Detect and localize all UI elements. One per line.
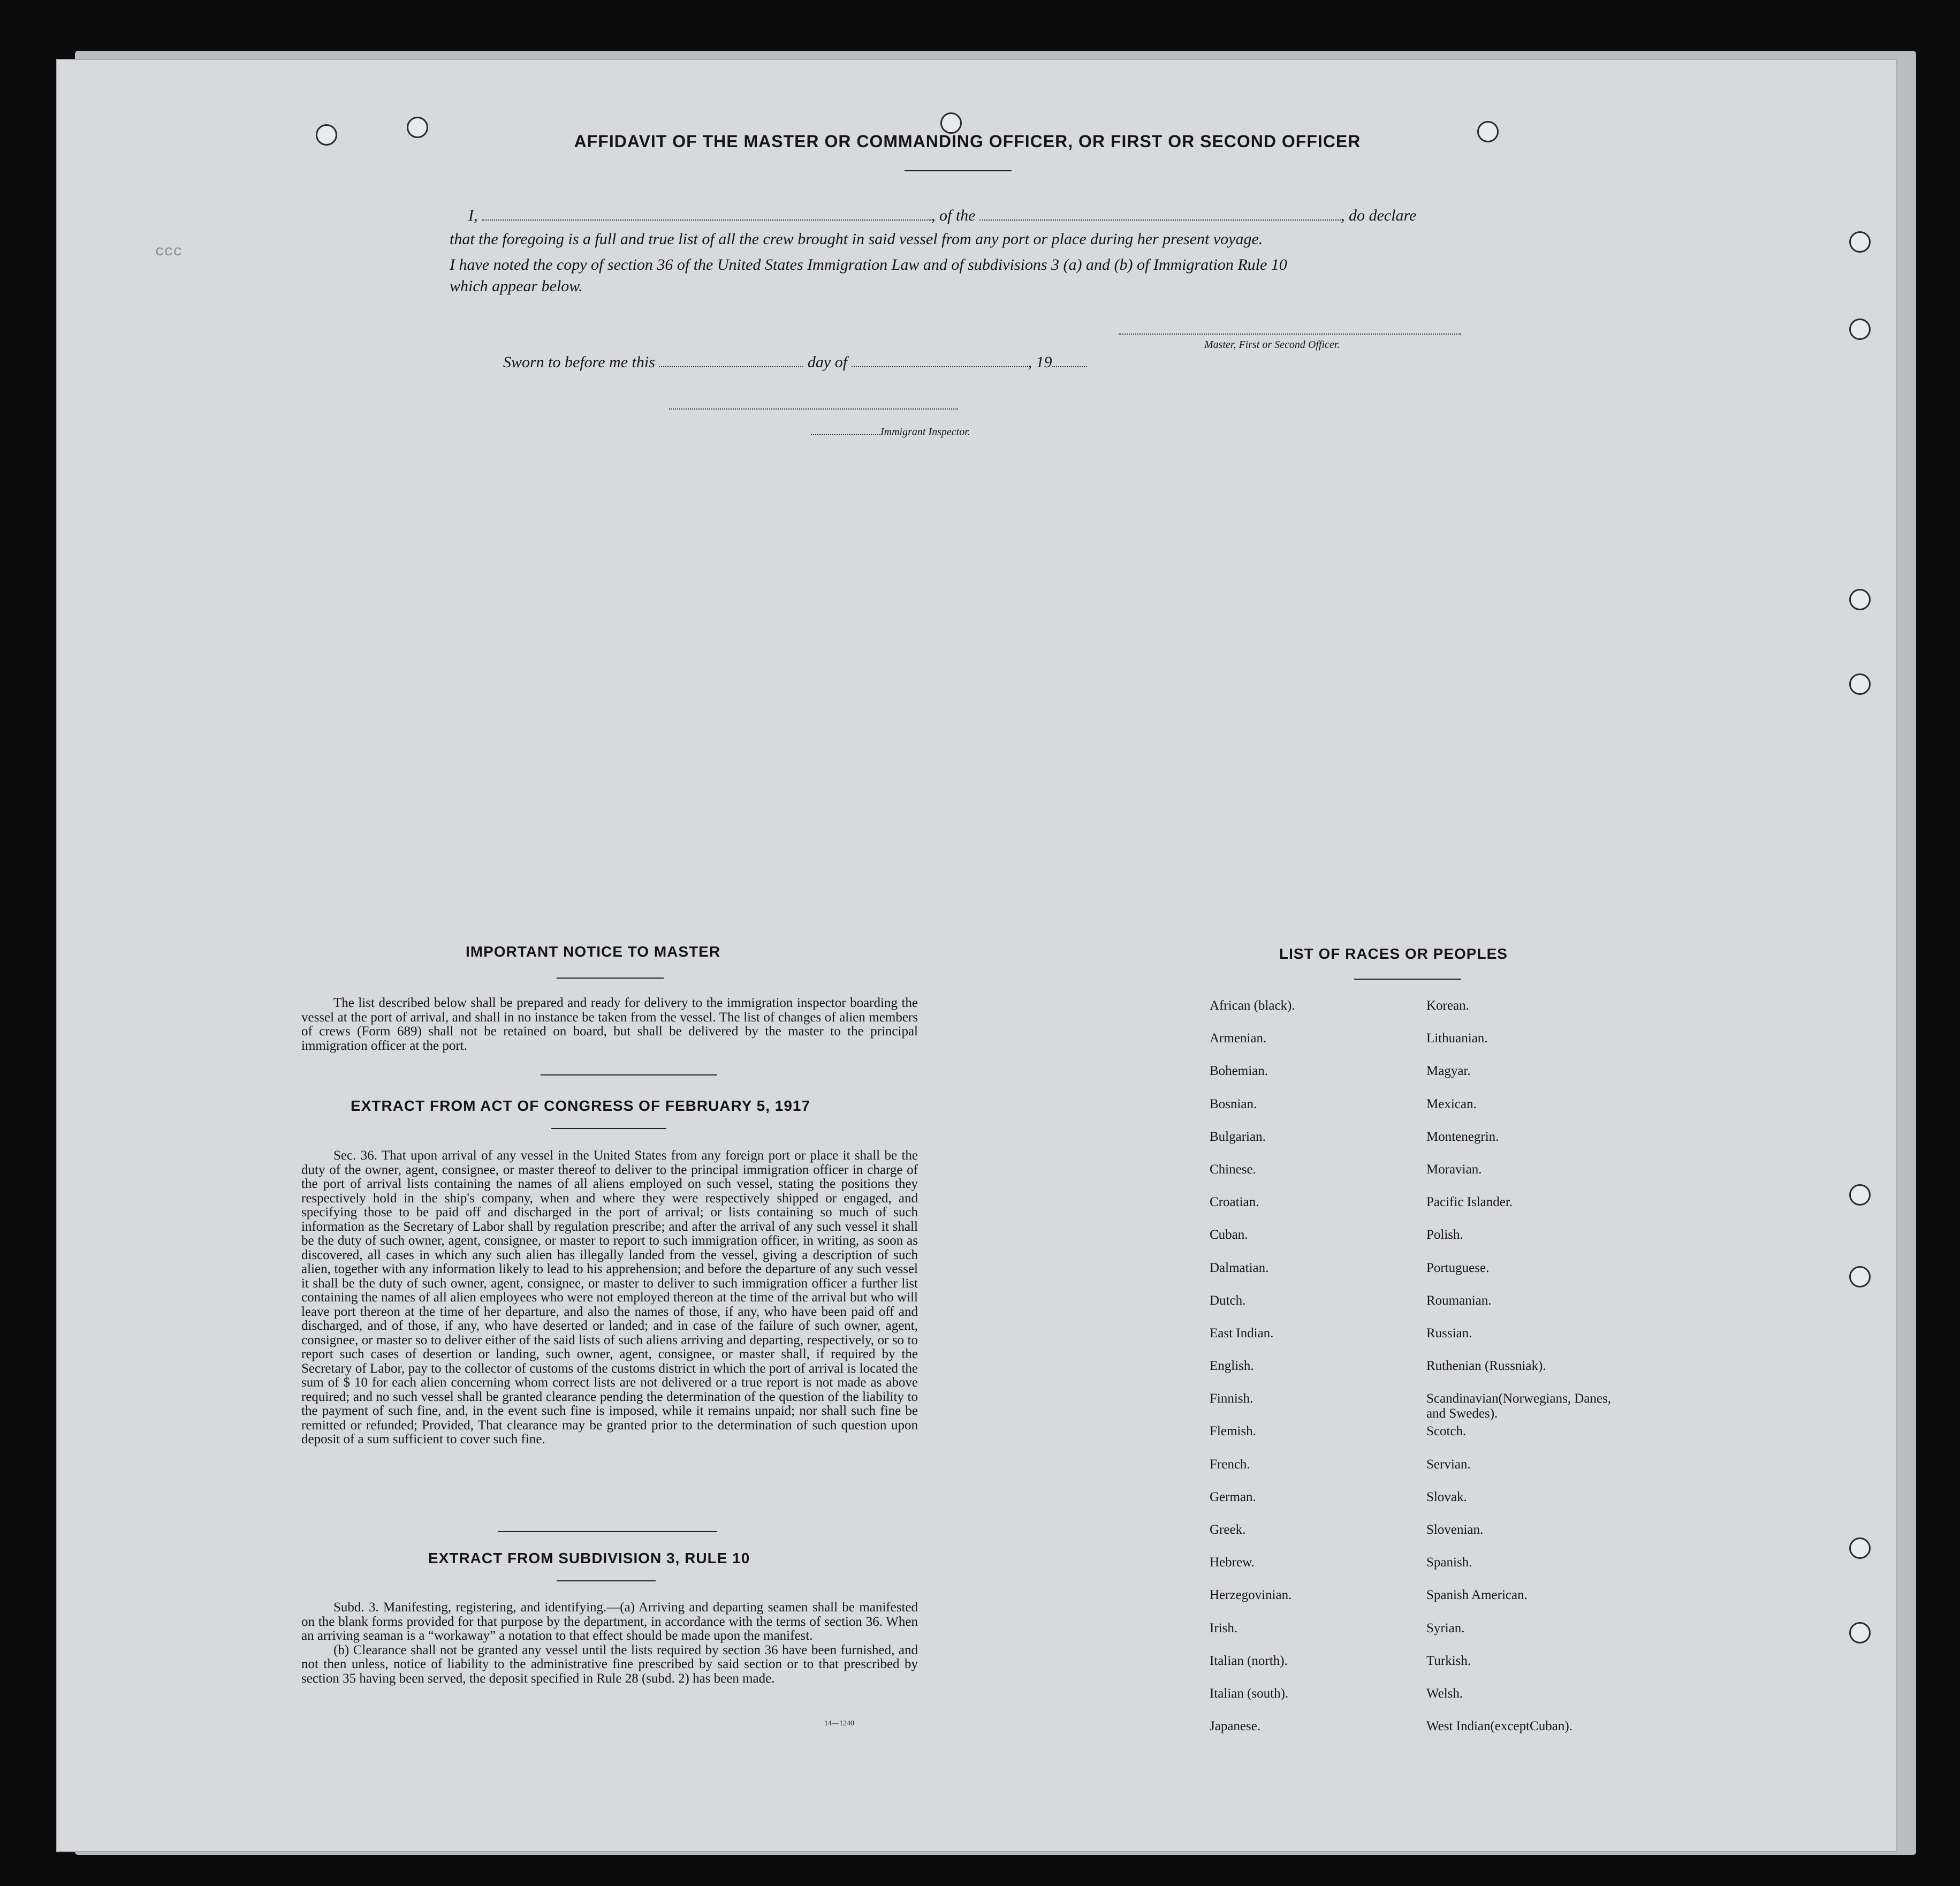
race-item: Korean. (1426, 998, 1469, 1013)
race-item: Bulgarian. (1210, 1129, 1266, 1144)
race-item: Armenian. (1210, 1031, 1267, 1046)
binder-hole (1849, 231, 1871, 253)
race-item: Flemish. (1210, 1424, 1256, 1439)
sworn-year-prefix: , 19 (1028, 353, 1052, 371)
races-rule (1354, 979, 1461, 980)
race-item: Irish. (1210, 1620, 1238, 1635)
rule-paragraph-b: (b) Clearance shall not be granted any vessel until the lists required by section 36 have been furnished, and not then unless, notice of liability to the administrative fine prescribed by said section or to that prescribed by section 35 having been served, the deposit specified in Rule 28 (subd. 2) has been made. (301, 1642, 918, 1686)
race-item: Moravian. (1426, 1162, 1482, 1177)
race-item: Montenegrin. (1426, 1129, 1499, 1144)
binder-hole (1849, 1622, 1871, 1643)
binder-hole (1849, 589, 1871, 610)
sworn-line (503, 353, 1087, 372)
race-item: Magyar. (1426, 1064, 1471, 1079)
race-item: Scotch. (1426, 1424, 1467, 1439)
race-item: English. (1210, 1359, 1254, 1374)
of-the-label: , of the (931, 207, 976, 224)
notice-text (301, 996, 918, 1053)
act-heading: EXTRACT FROM ACT OF CONGRESS OF FEBRUARY 5, 1917 (351, 1097, 811, 1114)
race-item: Cuban. (1210, 1228, 1248, 1243)
inspector-signature-line[interactable] (669, 408, 958, 410)
affidavit-line-4: which appear below. (450, 277, 583, 295)
race-item: Servian. (1426, 1457, 1471, 1472)
form-number: 14—1240 (824, 1720, 854, 1728)
inspector-dots (811, 427, 880, 435)
race-item: Dalmatian. (1210, 1260, 1269, 1275)
race-item: Portuguese. (1426, 1260, 1490, 1275)
rule-text (301, 1601, 918, 1686)
race-item: Spanish American. (1426, 1588, 1528, 1603)
race-item: French. (1210, 1457, 1250, 1472)
sworn-day-field[interactable] (659, 353, 803, 367)
race-item: African (black). (1210, 998, 1295, 1013)
race-item: Greek. (1210, 1523, 1246, 1537)
inspector-caption-line (811, 426, 970, 438)
race-item: Russian. (1426, 1325, 1472, 1340)
race-item: Roumanian. (1426, 1293, 1492, 1308)
sworn-month-field[interactable] (852, 353, 1028, 367)
race-item: Chinese. (1210, 1162, 1256, 1177)
master-caption: Master, First or Second Officer. (1204, 339, 1340, 351)
race-item: Spanish. (1426, 1555, 1472, 1570)
affidavit-title: AFFIDAVIT OF THE MASTER OR COMMANDING OFFICER, OR FIRST OR SECOND OFFICER (574, 132, 1361, 151)
race-item: Finnish. (1210, 1391, 1254, 1406)
race-item: Herzegovinian. (1210, 1588, 1292, 1603)
races-right-column (1426, 998, 1640, 1752)
race-item: Italian (north). (1210, 1653, 1288, 1668)
binder-hole (1849, 1537, 1871, 1559)
binder-hole (1849, 673, 1871, 695)
race-item: Ruthenian (Russniak). (1426, 1359, 1546, 1374)
races-list (1207, 998, 1646, 1732)
notice-separator (541, 1074, 717, 1075)
race-item: Scandinavian(Norwegians, Danes, and Swedes). (1426, 1391, 1612, 1421)
bleed-through-mark: ccc (155, 244, 183, 260)
race-item: Slovenian. (1426, 1523, 1484, 1537)
race-item: Pacific Islander. (1426, 1195, 1513, 1210)
race-item: Polish. (1426, 1228, 1463, 1243)
binder-hole (1849, 1184, 1871, 1206)
sworn-prefix: Sworn to before me this (503, 353, 655, 371)
race-item: Syrian. (1426, 1620, 1465, 1635)
master-signature-line[interactable] (1119, 334, 1461, 335)
sworn-year-field[interactable] (1052, 353, 1087, 367)
act-text (301, 1149, 918, 1447)
title-rule (905, 170, 1012, 171)
affidavit-line-1 (468, 207, 1416, 225)
act-rule (551, 1128, 666, 1129)
declarant-prefix: I, (468, 207, 478, 224)
race-item: German. (1210, 1489, 1256, 1504)
act-paragraph: Sec. 36. That upon arrival of any vessel in the United States from any foreign port or place it shall be the duty of the owner, agent, consignee, or master thereof to deliver to the principal immigration officer in charge of the port of arrival lists containing the names of all aliens employed on such vessel, stating the positions they respectively hold in the ship's company, when and where they were respectively shipped or engaged, and specifying those to be paid off and discharged in the port of arrival; or lists containing so much of such information as the Secretary of Labor shall by regulation prescribe; and after the arrival of any such vessel it shall be the duty of such owner, agent, consignee, or master to report to such immigration officer, in writing, as soon as discovered, all cases in which any such alien has illegally landed from the vessel, giving a description of such alien, together with any information likely to lead to his apprehension; and before the departure of any such vessel it shall be the duty of such owner, agent, consignee, or master to deliver to such immigration officer a further list containing the names of all alien employees who were not employed thereon at the time of the arrival but who will leave port thereon at the time of her departure, and also the names of those, if any, who have been paid off and discharged, and of those, if any, who have deserted or landed; and in case of the failure of such owner, agent, consignee, or master so to deliver either of the said lists of such aliens arriving and departing, respectively, or so to report such cases of desertion or landing, such owner, agent, consignee, or master shall, if required by the Secretary of Labor, pay to the collector of customs of the customs district in which the port of arrival is located the sum of $ 10 for each alien concerning whom correct lists are not delivered or a true report is not made as above required; and no such vessel shall be granted clearance pending the determination of the question of the liability to the payment of such fine, and, in the event such fine is imposed, while it remains unpaid; nor shall such fine be remitted or refunded; Provided, That clearance may be granted prior to the determination of such question upon deposit of a sum sufficient to cover such fine. (301, 1148, 918, 1446)
race-item: Slovak. (1426, 1489, 1467, 1504)
notice-rule (557, 978, 664, 979)
sworn-day-of: day of (807, 353, 848, 371)
rule-rule (557, 1580, 656, 1581)
races-left-column (1210, 998, 1424, 1752)
binder-hole (1849, 319, 1871, 340)
race-item: West Indian(exceptCuban). (1426, 1719, 1572, 1734)
act-separator (498, 1531, 717, 1532)
race-item: Lithuanian. (1426, 1031, 1488, 1046)
binder-hole (1849, 1266, 1871, 1287)
races-heading: LIST OF RACES OR PEOPLES (1279, 945, 1508, 962)
notice-heading: IMPORTANT NOTICE TO MASTER (466, 943, 721, 960)
race-item: Bohemian. (1210, 1064, 1268, 1079)
race-item: Bosnian. (1210, 1096, 1257, 1111)
race-item: Welsh. (1426, 1686, 1463, 1701)
affidavit-line-2: that the foregoing is a full and true list of all the crew brought in said vessel from any port or place during her present voyage. (450, 230, 1263, 248)
affidavit-line-3: I have noted the copy of section 36 of the United States Immigration Law and of subdivisions 3 (a) and (b) of Immigration Rule 10 (450, 256, 1287, 274)
race-item: Mexican. (1426, 1096, 1477, 1111)
race-item: Italian (south). (1210, 1686, 1289, 1701)
race-item: Hebrew. (1210, 1555, 1255, 1570)
race-item: Turkish. (1426, 1653, 1471, 1668)
rule-paragraph-a: Subd. 3. Manifesting, registering, and identifying.—(a) Arriving and departing seamen shall be manifested on the blank forms provided for that purpose by the department, in accordance with the terms of section 36. When an arriving seaman is a “workaway” a notation to that effect should be made upon the manifest. (301, 1600, 918, 1643)
declare-label: , do declare (1341, 207, 1417, 224)
notice-paragraph: The list described below shall be prepared and ready for delivery to the immigration inspector boarding the vessel at the port of arrival, and shall in no instance be taken from the vessel. The list of changes of alien members of crews (Form 689) shall not be retained on board, but shall be delivered by the master to the principal immigration officer at the port. (301, 996, 918, 1053)
binder-hole (940, 112, 962, 134)
race-item: Dutch. (1210, 1293, 1246, 1308)
race-item: Croatian. (1210, 1195, 1259, 1210)
race-item: Japanese. (1210, 1719, 1261, 1734)
race-item: East Indian. (1210, 1325, 1274, 1340)
inspector-caption: Immigrant Inspector. (880, 426, 970, 438)
rule-heading: EXTRACT FROM SUBDIVISION 3, RULE 10 (428, 1550, 750, 1566)
declarant-name-field[interactable] (482, 207, 931, 221)
vessel-name-field[interactable] (979, 207, 1341, 221)
